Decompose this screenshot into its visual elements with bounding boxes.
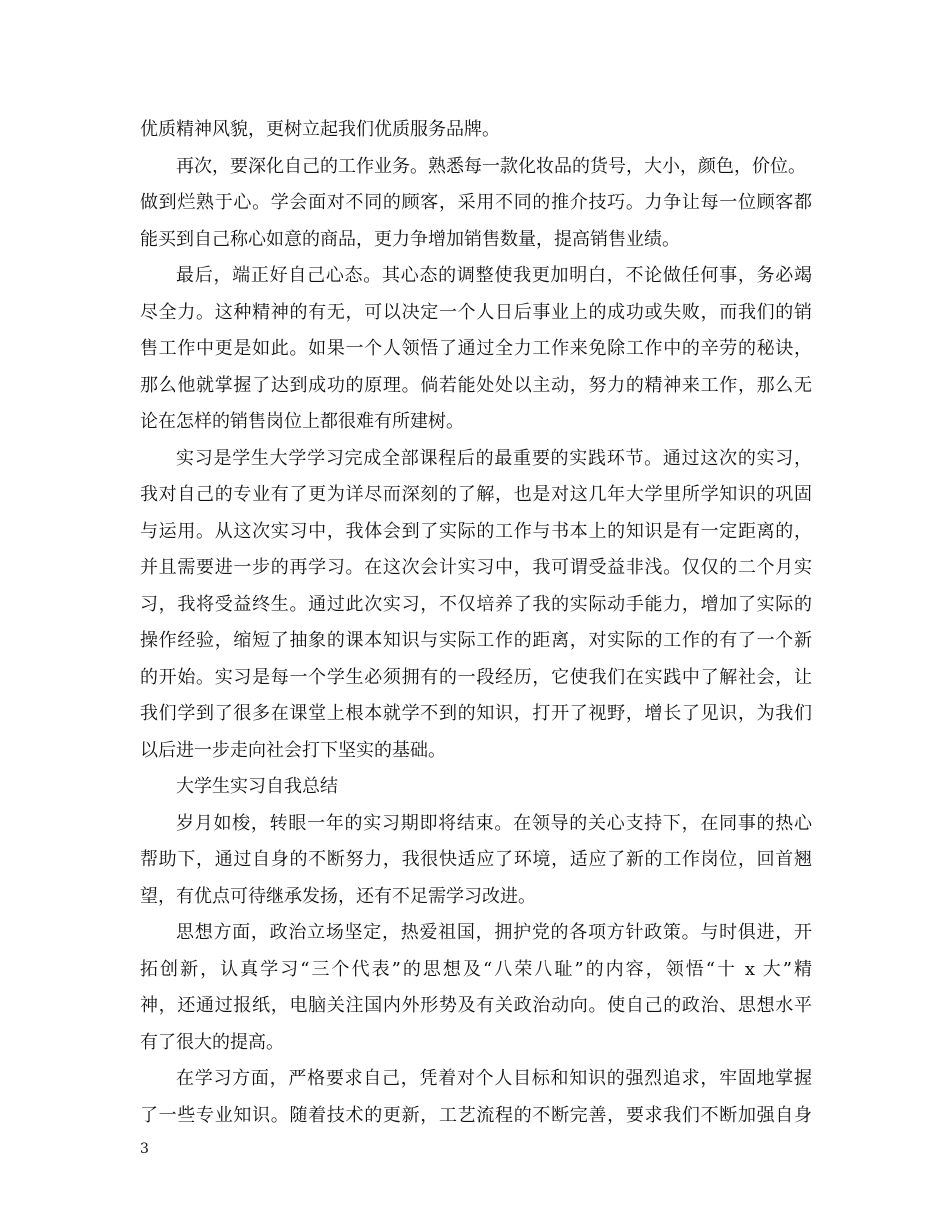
text-line: 我对自己的专业有了更为详尽而深刻的了解，也是对这几年大学里所学知识的巩固	[140, 484, 812, 505]
text-line: 习，我将受益终生。通过此次实习，不仅培养了我的实际动手能力，增加了实际的	[140, 593, 812, 615]
text-line: 做到烂熟于心。学会面对不同的顾客，采用不同的推介技巧。力争让每一位顾客都	[140, 192, 812, 213]
text-line: 的开始。实习是每一个学生必须拥有的一段经历，它使我们在实践中了解社会，让	[140, 666, 812, 688]
text-line: 论在怎样的销售岗位上都很难有所建树。	[140, 411, 464, 432]
text-line: 大学生实习自我总结	[176, 776, 338, 797]
text-line: 以后进一步走向社会打下坚实的基础。	[140, 739, 446, 761]
text-line: 并且需要进一步的再学习。在这次会计实习中，我可谓受益非浅。仅仅的二个月实	[140, 557, 812, 578]
text-line: 尽全力。这种精神的有无，可以决定一个人日后事业上的成功或失败，而我们的销	[140, 301, 812, 323]
document-body	[140, 112, 812, 1134]
text-line: 最后，端正好自己心态。其心态的调整使我更加明白，不论做任何事，务必竭	[176, 265, 812, 286]
text-line: 能买到自己称心如意的商品，更力争增加销售数量，提高销售业绩。	[140, 228, 680, 250]
text-line: 帮助下，通过自身的不断努力，我很快适应了环境，适应了新的工作岗位，回首翘	[140, 849, 812, 870]
page-number: 3	[140, 1141, 149, 1157]
text-line: 拓创新，认真学习“三个代表”的思想及“八荣八耻”的内容，领悟“十 x 大”精	[140, 958, 812, 980]
text-line: 神，还通过报纸，电脑关注国内外形势及有关政治动向。使自己的政治、思想水平	[140, 995, 812, 1016]
text-line: 与运用。从这次实习中，我体会到了实际的工作与书本上的知识是有一定距离的，	[140, 520, 812, 542]
text-line: 我们学到了很多在课堂上根本就学不到的知识，打开了视野，增长了见识，为我们	[140, 703, 812, 724]
text-line: 岁月如梭，转眼一年的实习期即将结束。在领导的关心支持下，在同事的热心	[176, 812, 812, 834]
text-line: 再次，要深化自己的工作业务。熟悉每一款化妆品的货号，大小，颜色，价位。	[176, 155, 806, 177]
text-line: 售工作中更是如此。如果一个人领悟了通过全力工作来免除工作中的辛劳的秘诀，	[140, 338, 812, 359]
text-line: 优质精神风貌，更树立起我们优质服务品牌。	[140, 119, 500, 140]
text-line: 在学习方面，严格要求自己，凭着对个人目标和知识的强烈追求，牢固地掌握	[176, 1068, 812, 1089]
text-line: 那么他就掌握了达到成功的原理。倘若能处处以主动，努力的精神来工作，那么无	[140, 374, 812, 396]
text-line: 操作经验，缩短了抽象的课本知识与实际工作的距离，对实际的工作的有了一个新	[140, 630, 812, 651]
text-line: 实习是学生大学学习完成全部课程后的最重要的实践环节。通过这次的实习，	[176, 447, 812, 469]
text-line: 思想方面，政治立场坚定，热爱祖国，拥护党的各项方针政策。与时俱进，开	[176, 922, 812, 943]
text-line: 望，有优点可待继承发扬，还有不足需学习改进。	[140, 885, 536, 907]
text-line: 了一些专业知识。随着技术的更新，工艺流程的不断完善，要求我们不断加强自身	[140, 1104, 812, 1126]
text-line: 有了很大的提高。	[140, 1031, 284, 1053]
